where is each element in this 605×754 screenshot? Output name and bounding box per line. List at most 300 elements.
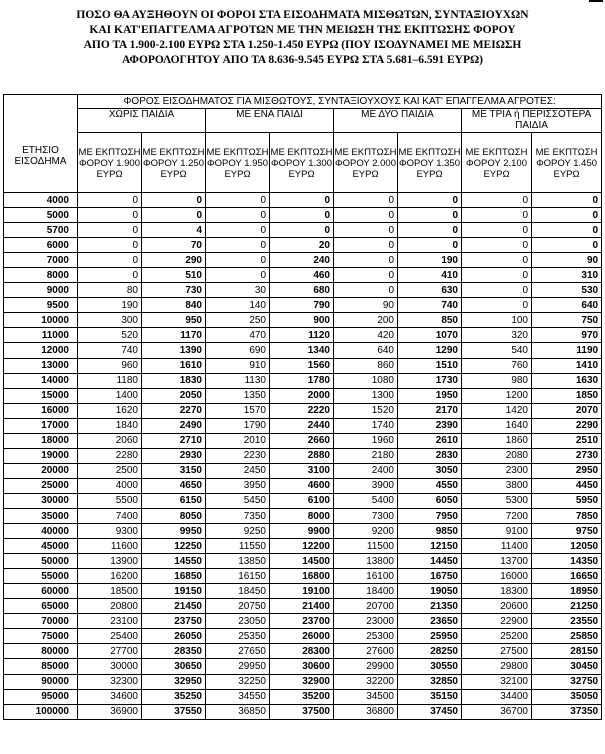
- tax-new-cell: 30450: [532, 659, 602, 674]
- tax-new-cell: 1190: [532, 343, 602, 358]
- income-cell: 75000: [4, 629, 78, 644]
- income-cell: 12000: [4, 343, 78, 358]
- tax-old-cell: 25400: [78, 629, 142, 644]
- tax-new-cell: 410: [398, 268, 462, 283]
- tax-new-cell: 5950: [532, 493, 602, 508]
- income-cell: 70000: [4, 614, 78, 629]
- tax-old-cell: 36700: [462, 704, 532, 719]
- tax-new-cell: 1850: [532, 388, 602, 403]
- table-row: [4, 358, 602, 373]
- tax-new-cell: 26050: [142, 629, 206, 644]
- tax-new-cell: 850: [398, 313, 462, 328]
- tax-new-cell: 12200: [270, 539, 334, 554]
- table-row: [4, 373, 602, 388]
- tax-new-cell: 0: [398, 238, 462, 253]
- tax-old-cell: 0: [78, 253, 142, 268]
- table-row: [4, 253, 602, 268]
- tax-old-cell: 18500: [78, 584, 142, 599]
- income-cell: 19000: [4, 448, 78, 463]
- tax-old-cell: 0: [206, 253, 270, 268]
- tax-old-cell: 2500: [78, 463, 142, 478]
- table-row: [4, 328, 602, 343]
- income-cell: 65000: [4, 599, 78, 614]
- tax-old-cell: 2230: [206, 448, 270, 463]
- tax-old-cell: 0: [78, 268, 142, 283]
- tax-old-cell: 0: [78, 193, 142, 208]
- tax-old-cell: 190: [78, 298, 142, 313]
- income-header: [4, 95, 78, 193]
- tax-old-cell: 2280: [78, 448, 142, 463]
- income-cell: 13000: [4, 358, 78, 373]
- table-row: [4, 463, 602, 478]
- tax-old-cell: 0: [462, 208, 532, 223]
- tax-old-cell: 7350: [206, 508, 270, 523]
- income-cell: 15000: [4, 388, 78, 403]
- tax-old-cell: 1640: [462, 418, 532, 433]
- tax-new-cell: 2880: [270, 448, 334, 463]
- tax-new-cell: 1730: [398, 373, 462, 388]
- tax-new-cell: 190: [398, 253, 462, 268]
- tax-new-cell: 37450: [398, 704, 462, 719]
- tax-new-cell: 21350: [398, 599, 462, 614]
- table-row: [4, 433, 602, 448]
- tax-new-cell: 460: [270, 268, 334, 283]
- tax-old-cell: 9300: [78, 524, 142, 539]
- tax-old-cell: 520: [78, 328, 142, 343]
- tax-old-cell: 980: [462, 373, 532, 388]
- income-cell: 90000: [4, 674, 78, 689]
- tax-new-cell: 310: [532, 268, 602, 283]
- tax-new-cell: 2390: [398, 418, 462, 433]
- tax-new-cell: 19050: [398, 584, 462, 599]
- tax-new-cell: 1510: [398, 358, 462, 373]
- tax-old-cell: 29900: [334, 659, 398, 674]
- tax-old-cell: 32100: [462, 674, 532, 689]
- title-line-4: ΑΦΟΡΟΛΟΓΗΤΟΥ ΑΠΟ ΤΑ 8.636-9.545 ΕΥΡΩ ΣΤΑ 5.681–6.591 ΕΥΡΩ): [121, 54, 484, 66]
- tax-new-cell: 1780: [270, 373, 334, 388]
- tax-old-cell: 29950: [206, 659, 270, 674]
- income-cell: 85000: [4, 659, 78, 674]
- column-header: ΜΕ ΕΚΠΤΩΣΗ ΦΟΡΟΥ 1.950 ΕΥΡΩ: [206, 133, 270, 193]
- table-row: [4, 614, 602, 629]
- income-header-text: ΕΤΗΣΙΟ ΕΙΣΟΔΗΜΑ: [14, 144, 67, 167]
- table-row: [4, 418, 602, 433]
- column-header: ΜΕ ΕΚΠΤΩΣΗ ΦΟΡΟΥ 1.350 ΕΥΡΩ: [398, 133, 462, 193]
- tax-old-cell: 1200: [462, 388, 532, 403]
- table-row: [4, 584, 602, 599]
- tax-old-cell: 0: [462, 298, 532, 313]
- table-row: [4, 569, 602, 584]
- tax-old-cell: 27650: [206, 644, 270, 659]
- tax-new-cell: 1630: [532, 373, 602, 388]
- tax-new-cell: 240: [270, 253, 334, 268]
- column-header: ΜΕ ΕΚΠΤΩΣΗ ΦΟΡΟΥ 1.900 ΕΥΡΩ: [78, 133, 142, 193]
- tax-new-cell: 32950: [142, 674, 206, 689]
- tax-new-cell: 2290: [532, 418, 602, 433]
- tax-new-cell: 6050: [398, 493, 462, 508]
- tax-new-cell: 28250: [398, 644, 462, 659]
- tax-old-cell: 640: [334, 343, 398, 358]
- tax-new-cell: 1120: [270, 328, 334, 343]
- tax-new-cell: 1390: [142, 343, 206, 358]
- tax-old-cell: 3800: [462, 478, 532, 493]
- table-row: [4, 268, 602, 283]
- column-header: ΜΕ ΕΚΠΤΩΣΗ ΦΟΡΟΥ 2.000 ΕΥΡΩ: [334, 133, 398, 193]
- tax-old-cell: 0: [206, 238, 270, 253]
- tax-new-cell: 23700: [270, 614, 334, 629]
- tax-new-cell: 0: [532, 223, 602, 238]
- tax-new-cell: 1170: [142, 328, 206, 343]
- tax-old-cell: 13800: [334, 554, 398, 569]
- tax-new-cell: 900: [270, 313, 334, 328]
- tax-old-cell: 300: [78, 313, 142, 328]
- tax-new-cell: 37550: [142, 704, 206, 719]
- tax-old-cell: 34400: [462, 689, 532, 704]
- table-row: [4, 193, 602, 208]
- tax-new-cell: 970: [532, 328, 602, 343]
- tax-new-cell: 8050: [142, 508, 206, 523]
- tax-new-cell: 0: [532, 208, 602, 223]
- tax-new-cell: 16650: [532, 569, 602, 584]
- tax-new-cell: 680: [270, 283, 334, 298]
- tax-new-cell: 2660: [270, 433, 334, 448]
- group-header: ΧΩΡΙΣ ΠΑΙΔΙΑ: [78, 109, 206, 133]
- tax-old-cell: 11600: [78, 539, 142, 554]
- tax-new-cell: 0: [270, 193, 334, 208]
- tax-new-cell: 0: [398, 208, 462, 223]
- income-cell: 8000: [4, 268, 78, 283]
- tax-new-cell: 32750: [532, 674, 602, 689]
- table-row: [4, 388, 602, 403]
- tax-new-cell: 2220: [270, 403, 334, 418]
- tax-new-cell: 4650: [142, 478, 206, 493]
- tax-old-cell: 18400: [334, 584, 398, 599]
- tax-new-cell: 1560: [270, 358, 334, 373]
- tax-old-cell: 1860: [462, 433, 532, 448]
- tax-new-cell: 12250: [142, 539, 206, 554]
- tax-old-cell: 5500: [78, 493, 142, 508]
- table-row: [4, 493, 602, 508]
- income-cell: 45000: [4, 539, 78, 554]
- tax-old-cell: 0: [78, 223, 142, 238]
- income-cell: 4000: [4, 193, 78, 208]
- tax-new-cell: 25950: [398, 629, 462, 644]
- tax-new-cell: 14550: [142, 554, 206, 569]
- tax-old-cell: 1520: [334, 403, 398, 418]
- tax-new-cell: 30550: [398, 659, 462, 674]
- tax-old-cell: 1130: [206, 373, 270, 388]
- tax-new-cell: 2170: [398, 403, 462, 418]
- table-row: [4, 313, 602, 328]
- tax-new-cell: 35200: [270, 689, 334, 704]
- tax-old-cell: 16150: [206, 569, 270, 584]
- tax-old-cell: 0: [78, 238, 142, 253]
- table-row: [4, 343, 602, 358]
- tax-new-cell: 18950: [532, 584, 602, 599]
- tax-old-cell: 23000: [334, 614, 398, 629]
- income-cell: 80000: [4, 644, 78, 659]
- tax-new-cell: 28350: [142, 644, 206, 659]
- tax-new-cell: 730: [142, 283, 206, 298]
- tax-old-cell: 36850: [206, 704, 270, 719]
- tax-new-cell: 70: [142, 238, 206, 253]
- tax-new-cell: 0: [532, 193, 602, 208]
- corner-mark: [589, 0, 603, 5]
- tax-old-cell: 100: [462, 313, 532, 328]
- tax-new-cell: 14350: [532, 554, 602, 569]
- main-header: ΦΟΡΟΣ ΕΙΣΟΔΗΜΑΤΟΣ ΓΙΑ ΜΙΣΘΩΤΟΥΣ, ΣΥΝΤΑΞΙΟΥΧΟΥΣ ΚΑΙ ΚΑΤ' ΕΠΑΓΓΕΛΜΑ ΑΓΡΟΤΕΣ:: [78, 95, 602, 109]
- income-cell: 5700: [4, 223, 78, 238]
- tax-new-cell: 16750: [398, 569, 462, 584]
- tax-old-cell: 9200: [334, 524, 398, 539]
- tax-new-cell: 26000: [270, 629, 334, 644]
- tax-new-cell: 2000: [270, 388, 334, 403]
- tax-old-cell: 0: [206, 268, 270, 283]
- income-cell: 16000: [4, 403, 78, 418]
- tax-new-cell: 16800: [270, 569, 334, 584]
- table-row: [4, 448, 602, 463]
- income-cell: 60000: [4, 584, 78, 599]
- income-cell: 6000: [4, 238, 78, 253]
- tax-old-cell: 34500: [334, 689, 398, 704]
- tax-new-cell: 0: [270, 208, 334, 223]
- tax-old-cell: 910: [206, 358, 270, 373]
- income-cell: 40000: [4, 524, 78, 539]
- tax-old-cell: 1620: [78, 403, 142, 418]
- tax-old-cell: 30000: [78, 659, 142, 674]
- tax-new-cell: 4: [142, 223, 206, 238]
- table-row: [4, 524, 602, 539]
- tax-new-cell: 1410: [532, 358, 602, 373]
- tax-new-cell: 1290: [398, 343, 462, 358]
- tax-new-cell: 20: [270, 238, 334, 253]
- tax-old-cell: 0: [206, 193, 270, 208]
- tax-new-cell: 7950: [398, 508, 462, 523]
- tax-new-cell: 19100: [270, 584, 334, 599]
- tax-old-cell: 200: [334, 313, 398, 328]
- tax-old-cell: 1080: [334, 373, 398, 388]
- title-line-3: ΑΠΟ ΤΑ 1.900-2.100 ΕΥΡΩ ΣΤΑ 1.250-1.450 ΕΥΡΩ (ΠΟΥ ΙΣΟΔΥΝΑΜΕΙ ΜΕ ΜΕΙΩΣΗ: [83, 39, 522, 51]
- tax-old-cell: 760: [462, 358, 532, 373]
- tax-new-cell: 6100: [270, 493, 334, 508]
- tax-old-cell: 0: [462, 238, 532, 253]
- tax-new-cell: 28300: [270, 644, 334, 659]
- tax-old-cell: 0: [334, 268, 398, 283]
- tax-old-cell: 20750: [206, 599, 270, 614]
- tax-new-cell: 2070: [532, 403, 602, 418]
- group-header: ΜΕ ΔΥΟ ΠΑΙΔΙΑ: [334, 109, 462, 133]
- tax-old-cell: 1180: [78, 373, 142, 388]
- tax-new-cell: 0: [270, 223, 334, 238]
- tax-old-cell: 1790: [206, 418, 270, 433]
- tax-old-cell: 27500: [462, 644, 532, 659]
- income-cell: 25000: [4, 478, 78, 493]
- tax-old-cell: 7400: [78, 508, 142, 523]
- tax-old-cell: 0: [334, 223, 398, 238]
- group-header: ΜΕ ΤΡΙΑ ή ΠΕΡΙΣΣΟΤΕΡΑ ΠΑΙΔΙΑ: [462, 109, 602, 133]
- tax-new-cell: 25850: [532, 629, 602, 644]
- tax-new-cell: 2440: [270, 418, 334, 433]
- tax-old-cell: 25300: [334, 629, 398, 644]
- tax-old-cell: 36800: [334, 704, 398, 719]
- tax-old-cell: 29800: [462, 659, 532, 674]
- tax-old-cell: 5300: [462, 493, 532, 508]
- tax-old-cell: 2300: [462, 463, 532, 478]
- tax-old-cell: 25200: [462, 629, 532, 644]
- tax-old-cell: 1570: [206, 403, 270, 418]
- column-header: ΜΕ ΕΚΠΤΩΣΗ ΦΟΡΟΥ 1.250 ΕΥΡΩ: [142, 133, 206, 193]
- tax-old-cell: 0: [334, 283, 398, 298]
- tax-new-cell: 0: [142, 208, 206, 223]
- tax-new-cell: 90: [532, 253, 602, 268]
- tax-new-cell: 21250: [532, 599, 602, 614]
- tax-new-cell: 840: [142, 298, 206, 313]
- column-header: ΜΕ ΕΚΠΤΩΣΗ ΦΟΡΟΥ 1.300 ΕΥΡΩ: [270, 133, 334, 193]
- tax-new-cell: 2950: [532, 463, 602, 478]
- tax-old-cell: 22900: [462, 614, 532, 629]
- tax-new-cell: 640: [532, 298, 602, 313]
- tax-new-cell: 23550: [532, 614, 602, 629]
- tax-old-cell: 32300: [78, 674, 142, 689]
- tax-old-cell: 16000: [462, 569, 532, 584]
- income-cell: 18000: [4, 433, 78, 448]
- tax-old-cell: 2180: [334, 448, 398, 463]
- tax-new-cell: 3150: [142, 463, 206, 478]
- tax-old-cell: 0: [462, 283, 532, 298]
- tax-new-cell: 9750: [532, 524, 602, 539]
- income-cell: 10000: [4, 313, 78, 328]
- tax-old-cell: 0: [206, 223, 270, 238]
- tax-new-cell: 950: [142, 313, 206, 328]
- column-header: ΜΕ ΕΚΠΤΩΣΗ ΦΟΡΟΥ 1.450 ΕΥΡΩ: [532, 133, 602, 193]
- table-row: [4, 674, 602, 689]
- tax-old-cell: 1840: [78, 418, 142, 433]
- tax-new-cell: 740: [398, 298, 462, 313]
- tax-old-cell: 540: [462, 343, 532, 358]
- tax-old-cell: 80: [78, 283, 142, 298]
- table-row: [4, 283, 602, 298]
- table-row: [4, 223, 602, 238]
- tax-old-cell: 470: [206, 328, 270, 343]
- tax-old-cell: 1420: [462, 403, 532, 418]
- tax-new-cell: 290: [142, 253, 206, 268]
- tax-old-cell: 11550: [206, 539, 270, 554]
- income-cell: 7000: [4, 253, 78, 268]
- table-row: [4, 478, 602, 493]
- tax-new-cell: 30600: [270, 659, 334, 674]
- tax-new-cell: 2930: [142, 448, 206, 463]
- tax-old-cell: 20600: [462, 599, 532, 614]
- tax-old-cell: 0: [334, 193, 398, 208]
- income-cell: 55000: [4, 569, 78, 584]
- table-row: [4, 238, 602, 253]
- tax-old-cell: 16100: [334, 569, 398, 584]
- tax-new-cell: 23750: [142, 614, 206, 629]
- tax-new-cell: 6150: [142, 493, 206, 508]
- tax-old-cell: 32200: [334, 674, 398, 689]
- table-body: [4, 193, 602, 720]
- tax-new-cell: 3100: [270, 463, 334, 478]
- tax-old-cell: 16200: [78, 569, 142, 584]
- tax-old-cell: 7200: [462, 508, 532, 523]
- tax-new-cell: 7850: [532, 508, 602, 523]
- tax-new-cell: 2830: [398, 448, 462, 463]
- tax-new-cell: 4450: [532, 478, 602, 493]
- tax-new-cell: 0: [532, 238, 602, 253]
- tax-old-cell: 0: [462, 253, 532, 268]
- tax-new-cell: 0: [142, 193, 206, 208]
- tax-old-cell: 0: [334, 208, 398, 223]
- tax-new-cell: 30650: [142, 659, 206, 674]
- tax-old-cell: 1400: [78, 388, 142, 403]
- tax-old-cell: 32250: [206, 674, 270, 689]
- tax-new-cell: 14500: [270, 554, 334, 569]
- tax-new-cell: 28150: [532, 644, 602, 659]
- tax-new-cell: 630: [398, 283, 462, 298]
- tax-old-cell: 2450: [206, 463, 270, 478]
- tax-new-cell: 2730: [532, 448, 602, 463]
- tax-old-cell: 7300: [334, 508, 398, 523]
- tax-old-cell: 0: [334, 238, 398, 253]
- tax-old-cell: 9250: [206, 524, 270, 539]
- tax-old-cell: 11400: [462, 539, 532, 554]
- table-row: [4, 704, 602, 719]
- income-cell: 9000: [4, 283, 78, 298]
- tax-old-cell: 13700: [462, 554, 532, 569]
- tax-old-cell: 27700: [78, 644, 142, 659]
- table-row: [4, 689, 602, 704]
- tax-old-cell: 30: [206, 283, 270, 298]
- tax-new-cell: 4550: [398, 478, 462, 493]
- tax-new-cell: 9850: [398, 524, 462, 539]
- tax-old-cell: 36900: [78, 704, 142, 719]
- tax-old-cell: 25350: [206, 629, 270, 644]
- tax-old-cell: 18300: [462, 584, 532, 599]
- table-row: [4, 659, 602, 674]
- tax-old-cell: 23050: [206, 614, 270, 629]
- tax-old-cell: 27600: [334, 644, 398, 659]
- tax-old-cell: 18450: [206, 584, 270, 599]
- tax-old-cell: 420: [334, 328, 398, 343]
- tax-new-cell: 0: [398, 193, 462, 208]
- tax-new-cell: 35150: [398, 689, 462, 704]
- income-cell: 11000: [4, 328, 78, 343]
- tax-old-cell: 20700: [334, 599, 398, 614]
- tax-old-cell: 0: [462, 268, 532, 283]
- table-row: [4, 298, 602, 313]
- table-row: [4, 599, 602, 614]
- tax-old-cell: 140: [206, 298, 270, 313]
- tax-new-cell: 2510: [532, 433, 602, 448]
- tax-old-cell: 34600: [78, 689, 142, 704]
- income-cell: 100000: [4, 704, 78, 719]
- tax-new-cell: 12050: [532, 539, 602, 554]
- income-cell: 5000: [4, 208, 78, 223]
- tax-new-cell: 1950: [398, 388, 462, 403]
- income-cell: 50000: [4, 554, 78, 569]
- tax-table: [3, 94, 602, 720]
- tax-old-cell: 0: [334, 253, 398, 268]
- tax-old-cell: 690: [206, 343, 270, 358]
- tax-new-cell: 2710: [142, 433, 206, 448]
- tax-new-cell: 21450: [142, 599, 206, 614]
- tax-old-cell: 34550: [206, 689, 270, 704]
- tax-new-cell: 2270: [142, 403, 206, 418]
- tax-new-cell: 37350: [532, 704, 602, 719]
- table-row: [4, 629, 602, 644]
- tax-new-cell: 3050: [398, 463, 462, 478]
- tax-old-cell: 1960: [334, 433, 398, 448]
